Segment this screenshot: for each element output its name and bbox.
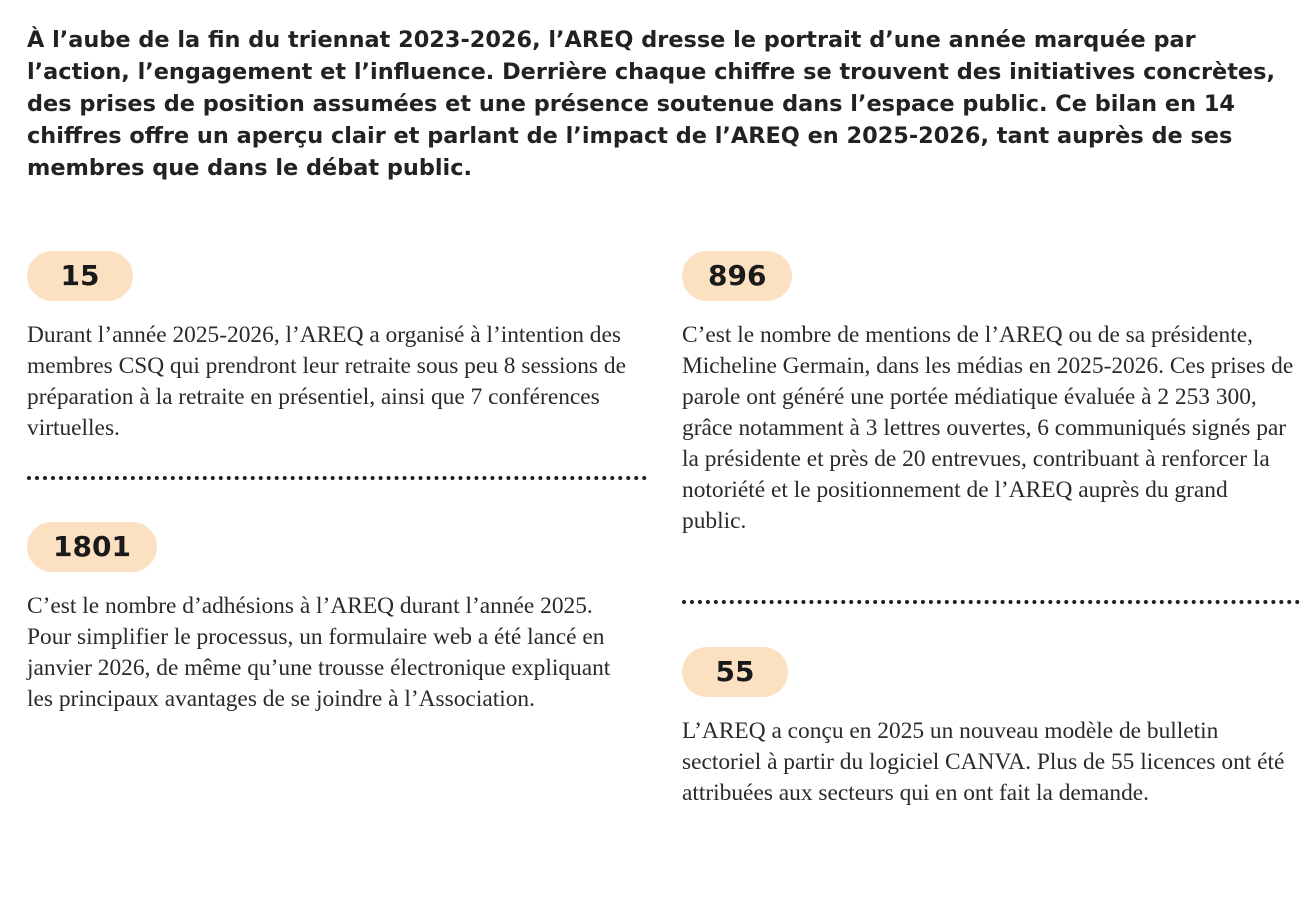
stat-number-badge: 1801 — [27, 522, 157, 572]
stat-number-badge: 55 — [682, 647, 788, 697]
stat-number-badge: 15 — [27, 251, 133, 301]
stat-description: L’AREQ a conçu en 2025 un nouveau modèle de bulletin sectoriel à partir du logiciel CANVA. Plus de 55 licences ont été attribuées aux secteurs qui en ont fait la demande. — [682, 718, 1285, 806]
stat-description: Durant l’année 2025-2026, l’AREQ a organisé à l’intention des membres CSQ qui prendront leur retraite sous peu 8 sessions de préparation à la retraite en présentiel, ainsi que 7 conférences virtuelles. — [27, 322, 626, 441]
stat-block-1801 — [27, 522, 652, 715]
stat-block-896 — [682, 251, 1304, 537]
dotted-divider — [682, 600, 1300, 604]
stat-block-15 — [27, 251, 652, 444]
stat-number-badge: 896 — [682, 251, 792, 301]
dotted-divider — [27, 476, 647, 480]
stat-description: C’est le nombre d’adhésions à l’AREQ durant l’année 2025. Pour simplifier le processus, un formulaire web a été lancé en janvier 2026, de même qu’une trousse électronique expliquant les principaux avantages de se joindre à l’Association. — [27, 593, 611, 712]
stat-block-55 — [682, 647, 1304, 809]
intro-paragraph: À l’aube de la fin du triennat 2023-2026, l’AREQ dresse le portrait d’une année marquée par l’action, l’engagement et l’influence. Derrière chaque chiffre se trouvent des initiatives concrètes, des prises de position assumées et une présence soutenue dans l’espace public. Ce bilan en 14 chiffres offre un aperçu clair et parlant de l’impact de l’AREQ en 2025-2026, tant auprès de ses membres que dans le débat public. — [27, 27, 1275, 181]
stat-description: C’est le nombre de mentions de l’AREQ ou de sa présidente, Micheline Germain, dans les médias en 2025-2026. Ces prises de parole ont généré une portée médiatique évaluée à 2 253 300, grâce notamment à 3 lettres ouvertes, 6 communiqués signés par la présidente et près de 20 entrevues, contribuant à renforcer la notoriété et le positionnement de l’AREQ auprès du grand public. — [682, 322, 1294, 534]
